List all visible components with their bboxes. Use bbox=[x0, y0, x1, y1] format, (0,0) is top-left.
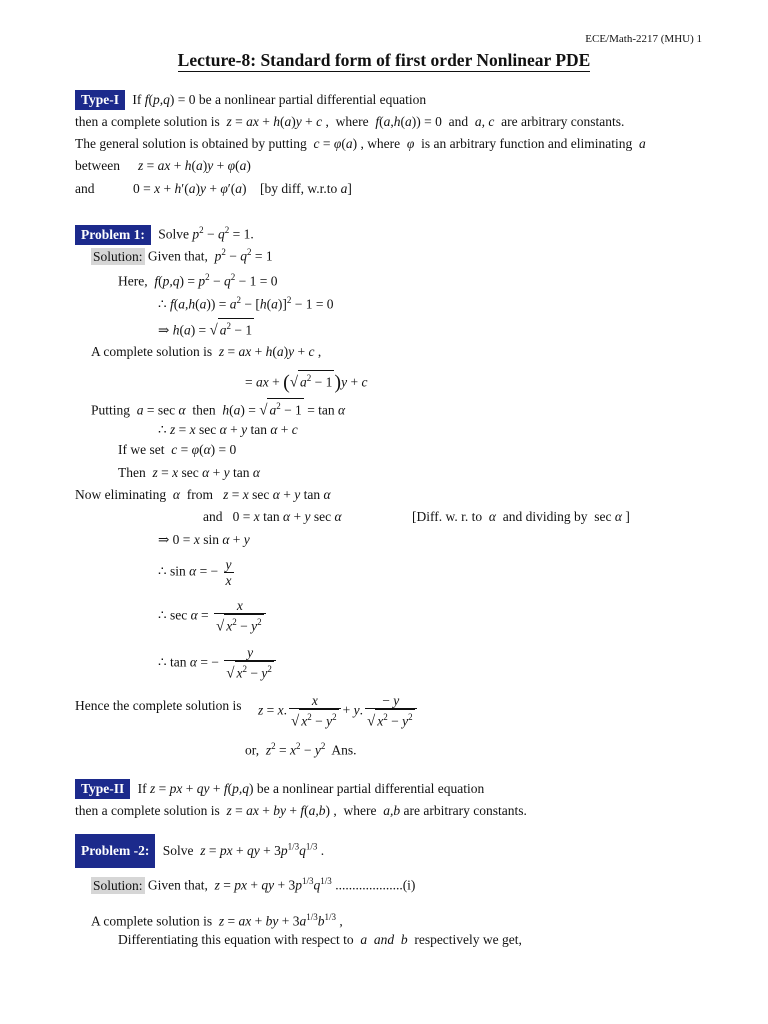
p1-if-we-set: If we set c = φ(α) = 0 bbox=[118, 442, 237, 457]
type1-line4: between bbox=[75, 158, 120, 173]
type2-tag: Type-II bbox=[75, 779, 130, 799]
p1-sin-frac: ∴ sin α = − $\frac{y}{x}$ bbox=[158, 557, 232, 588]
problem1-line: Problem 1: Solve $p^2 - q^2 = 1$. bbox=[75, 221, 254, 245]
p1-answer: or, $z^2 = x^2 - y^2$ Ans. bbox=[245, 741, 357, 758]
p1-now-elim: Now eliminating α from z = x sec α + y tan α bbox=[75, 487, 331, 502]
page-header: ECE/Math-2217 (MHU) 1 bbox=[585, 33, 702, 45]
type1-line1: Type-I If f(p,q) = 0 be a nonlinear partial differential equation bbox=[75, 90, 426, 110]
p1-and-eq: and 0 = x tan α + y sec α bbox=[203, 509, 342, 524]
p1-here: Here, $f(p,q) = p^2 - q^2 - 1 = 0$ bbox=[118, 272, 278, 289]
problem2-tag: Problem -2: bbox=[75, 834, 155, 868]
p2-complete: A complete solution is z = ax + by + $3a^{1/3}b^{1/3}$ , bbox=[91, 912, 343, 929]
p1-complete: A complete solution is z = ax + h(a)y + c , bbox=[91, 344, 322, 359]
type1-tag: Type-I bbox=[75, 90, 125, 110]
type1-line2: then a complete solution is z = ax + h(a)y + c , where f(a,h(a)) = 0 and a, c are arbitrary constants. bbox=[75, 114, 625, 129]
p2-solution-label: Solution: bbox=[93, 877, 143, 893]
p1-then: Then z = x sec α + y tan α bbox=[118, 465, 260, 480]
p1-sec-frac: ∴ sec α = $\frac{x}{√ x^2 - y^2}$ bbox=[158, 598, 268, 635]
p2-diff: Differentiating this equation with respect to a and b respectively we get, bbox=[118, 932, 522, 947]
p1-eq-ha: ⇒ h(a) = √ $a^2 - 1$ bbox=[158, 318, 254, 340]
problem1-tag: Problem 1: bbox=[75, 225, 151, 245]
p1-hence: Hence the complete solution is bbox=[75, 698, 242, 713]
p1-putting: Putting a = sec α then h(a) = √ $a^2 - 1 = \tan \alpha$ bbox=[91, 398, 345, 420]
type2-line2: then a complete solution is z = ax + by + f(a,b) , where a,b are arbitrary constants. bbox=[75, 803, 527, 818]
type1-line3: The general solution is obtained by putting c = φ(a) , where φ is an arbitrary function and eliminating a bbox=[75, 136, 646, 151]
type1-eq1: z = ax + h(a)y + φ(a) bbox=[138, 158, 251, 173]
p1-tan-frac: ∴ tan α = − $\frac{y}{√ x^2 - y^2}$ bbox=[158, 645, 278, 682]
type2-line1: Type-II If z = px + qy + f(p,q) be a nonlinear partial differential equation bbox=[75, 779, 484, 799]
p1-sin-eq: ⇒ 0 = x sin α + y bbox=[158, 532, 250, 547]
type1-line5: and bbox=[75, 181, 95, 196]
p2-given: Solution: Given that, z = px + qy + $3p^{1/3}q^{1/3}$ ....................(i) bbox=[93, 876, 416, 893]
p1-eq-fa: ∴ $f(a,h(a)) = a^2 - [h(a)]^2 - 1 = 0$ bbox=[158, 295, 334, 312]
p1-complete-expanded: = ax + (√ $a^2 - 1$ )y + c bbox=[245, 371, 368, 394]
page-title: Lecture-8: Standard form of first order Nonlinear PDE bbox=[177, 50, 591, 70]
p1-hence-eq: z = x. $\frac{x}{√ x^2 - y^2}$ + y. $\frac{- y}{√ x^2 - y^2}$ bbox=[258, 693, 419, 730]
p1-given: Solution: Given that, $p^2 - q^2 = 1$ bbox=[93, 247, 273, 264]
type1-eq2: 0 = x + h′(a)y + φ′(a) [by diff, w.r.to a] bbox=[133, 181, 352, 196]
p1-diff-note: [Diff. w. r. to α and dividing by sec α ] bbox=[412, 509, 630, 524]
p1-z-sec: ∴ z = x sec α + y tan α + c bbox=[158, 422, 298, 437]
problem2-line: Problem -2: Solve z = px + qy + $3p^{1/3}q^{1/3}$ . bbox=[75, 834, 324, 868]
p1-solution-label: Solution: bbox=[93, 248, 143, 264]
